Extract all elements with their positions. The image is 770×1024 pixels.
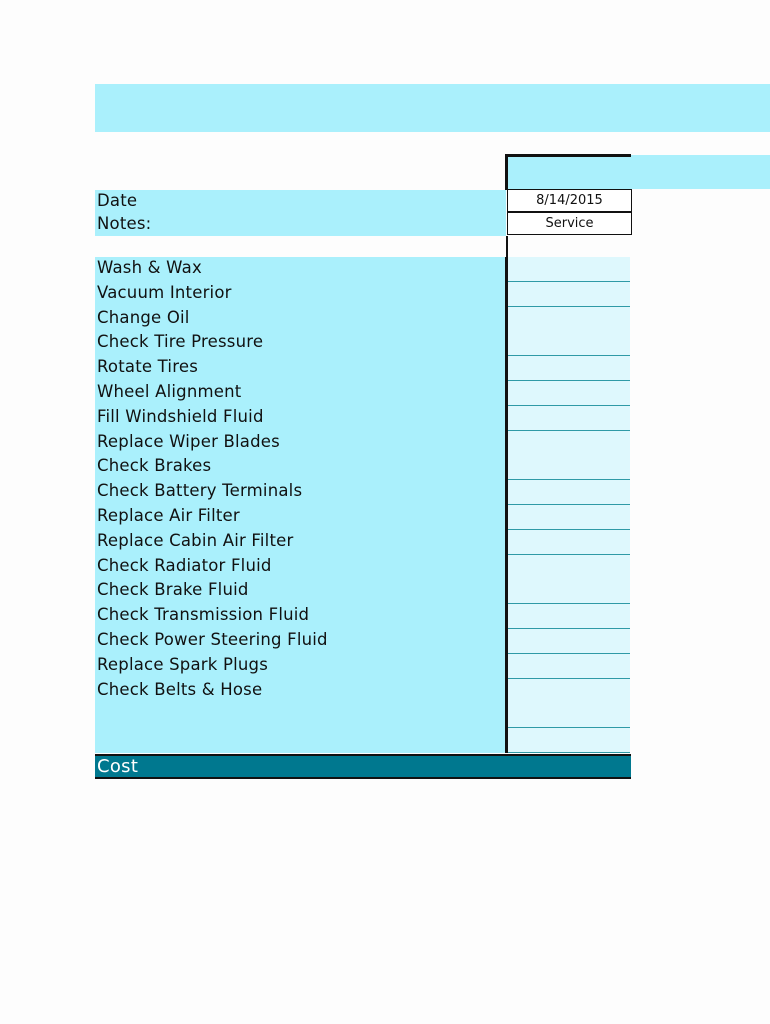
task-value-cell[interactable] <box>508 654 630 679</box>
task-label: Check Battery Terminals <box>97 481 303 501</box>
task-value-cell[interactable] <box>508 331 630 356</box>
date-label: Date <box>97 191 138 210</box>
task-label: Check Transmission Fluid <box>97 605 310 625</box>
date-value-cell[interactable]: 8/14/2015 <box>507 189 632 212</box>
task-label: Vacuum Interior <box>97 282 232 302</box>
task-value-cell[interactable] <box>508 555 630 580</box>
task-label: Check Belts & Hose <box>97 679 263 699</box>
column-header-top-border <box>507 154 631 157</box>
task-label: Replace Air Filter <box>97 506 240 525</box>
task-value-cell[interactable] <box>508 480 630 505</box>
task-value-cell[interactable] <box>508 431 630 456</box>
task-value-cell[interactable] <box>508 728 630 753</box>
task-value-cell[interactable] <box>508 257 630 282</box>
task-label: Wash & Wax <box>97 258 202 277</box>
notes-value-cell[interactable]: Service <box>507 212 632 235</box>
task-value-cell[interactable] <box>508 356 630 381</box>
cost-bar <box>95 754 631 779</box>
task-label: Replace Wiper Blades <box>97 431 280 451</box>
task-value-cell[interactable] <box>508 679 630 704</box>
task-value-cell[interactable] <box>508 307 630 332</box>
cost-label: Cost <box>97 756 139 777</box>
task-value-cell[interactable] <box>508 604 630 629</box>
task-value-cell[interactable] <box>508 381 630 406</box>
notes-label: Notes: <box>97 214 152 233</box>
title-band <box>95 84 770 132</box>
task-value-cell[interactable] <box>508 455 630 480</box>
task-value-cell[interactable] <box>508 406 630 431</box>
task-label: Check Radiator Fluid <box>97 555 272 575</box>
task-label: Wheel Alignment <box>97 382 242 401</box>
task-label: Fill Windshield Fluid <box>97 406 264 426</box>
task-value-cell[interactable] <box>508 282 630 307</box>
task-label: Check Brakes <box>97 456 212 476</box>
task-value-cell[interactable] <box>508 579 630 604</box>
task-value-cell[interactable] <box>508 703 630 728</box>
task-value-cell[interactable] <box>508 505 630 530</box>
task-value-cell[interactable] <box>508 629 630 654</box>
task-label: Replace Spark Plugs <box>97 654 269 674</box>
column-header-left-border <box>505 154 508 190</box>
date-notes-band <box>95 190 506 236</box>
task-value-cell[interactable] <box>508 530 630 555</box>
task-label: Check Power Steering Fluid <box>97 630 328 649</box>
task-label: Replace Cabin Air Filter <box>97 530 294 550</box>
task-label: Check Tire Pressure <box>97 332 264 352</box>
column-header-band <box>507 155 770 189</box>
gap-divider <box>506 236 508 257</box>
task-label: Check Brake Fluid <box>97 580 249 600</box>
task-label: Change Oil <box>97 307 190 327</box>
task-label: Rotate Tires <box>97 357 198 377</box>
